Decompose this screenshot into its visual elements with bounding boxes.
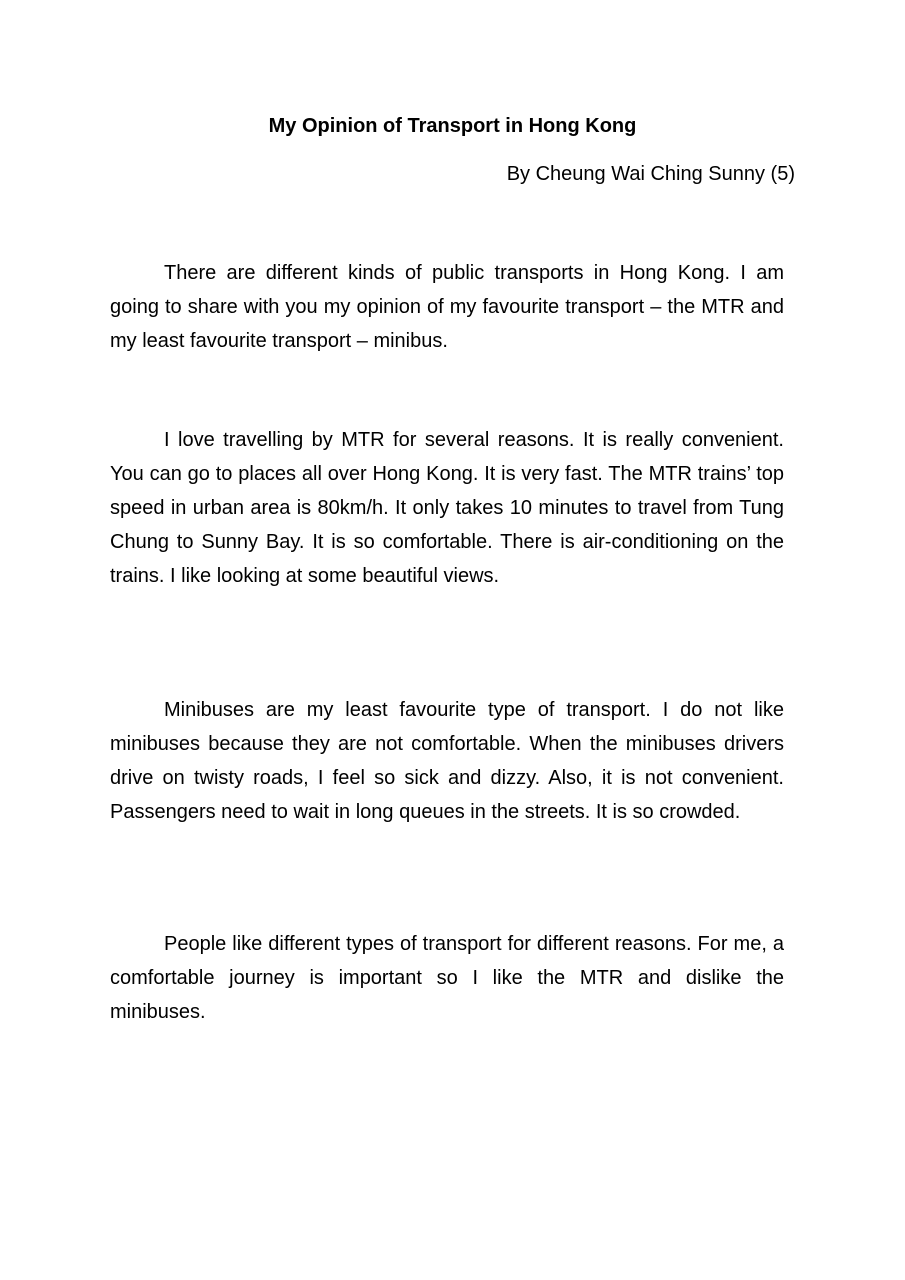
paragraph-introduction: There are different kinds of public transports in Hong Kong. I am going to share with you my opinion of my favourite transport – the MTR and my least favourite transport – minibus.	[110, 262, 784, 352]
paragraph-mtr: I love travelling by MTR for several reasons. It is really convenient. You can go to places all over Hong Kong. It is very fast. The MTR trains’ top speed in urban area is 80km/h. It only takes 10 minutes to travel from Tung Chung to Sunny Bay. It is so comfortable. There is air-conditioning on the trains. I like looking at some beautiful views.	[110, 429, 784, 587]
author-byline: By Cheung Wai Ching Sunny (5)	[506, 163, 795, 185]
document-title: My Opinion of Transport in Hong Kong	[268, 115, 637, 137]
paragraph-minibus: Minibuses are my least favourite type of transport. I do not like minibuses because they are not comfortable. When the minibuses drivers drive on twisty roads, I feel so sick and dizzy. Also, it is not convenient. Passengers need to wait in long queues in the streets. It is so crowded.	[110, 699, 784, 823]
paragraph-conclusion: People like different types of transport for different reasons. For me, a comfortable journey is important so I like the MTR and dislike the minibuses.	[110, 933, 784, 1023]
